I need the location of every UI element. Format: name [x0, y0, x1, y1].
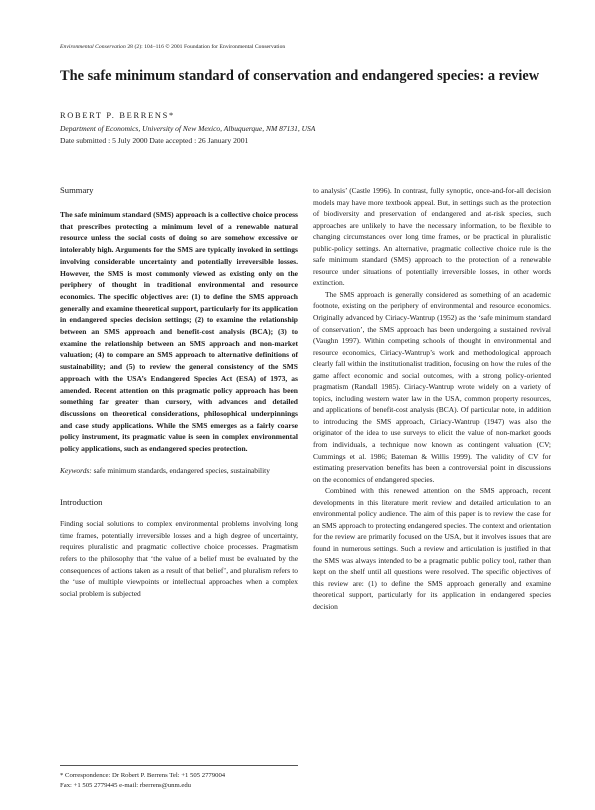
left-column	[60, 185, 298, 599]
correspondence-footnote	[60, 765, 298, 791]
summary-paragraph: The safe minimum standard (SMS) approach is a collective choice process that prescribes protecting a minimum level of a renewable natural resource unless the social costs of doing so are somehow excessive or intolerably high. Arguments for the SMS are typically invoked in settings involving considerable uncertainty and potentially irreversible losses. However, the SMS is most commonly viewed as existing only on the periphery of thought in traditional environmental and resource economics. The specific objectives are: (1) to define the SMS approach generally and examine theoretical support, particularly for its application in endangered species decision settings; (2) to examine the relationship between an SMS approach and benefit-cost analysis (BCA); (3) to examine the relationship between an SMS approach and non-market valuation; (4) to compare an SMS approach to alternative definitions of sustainability; and (5) to review the general consistency of the SMS approach with the USA’s Endangered Species Act (ESA) of 1973, as amended. Recent attention on this pragmatic policy approach has been something far greater than cursory, with advances and detailed discussions on theoretical considerations, philosophical underpinnings and case study applications. While the SMS emerges as a fairly coarse policy instrument, its pragmatic value is seen in complex environmental policy applications, such as endangered species protection.	[60, 210, 298, 454]
journal-name: Environmental Conservation	[60, 44, 126, 50]
submission-dates: Date submitted : 5 July 2000 Date accepted : 26 January 2001	[60, 136, 249, 145]
body-paragraph-1: to analysis’ (Castle 1996). In contrast, fully synoptic, once-and-for-all decision models may have more textbook appeal. But, in settings such as the protection of biodiversity and preservation of endangered and at-risk species, such approaches are unlikely to have the necessary information, to be flexible to changing circumstances over long time frames, or be practical in pluralistic public-policy settings. An alternative, pragmatic collective choice rule is the safe minimum standard (SMS) approach to the protection of a renewable resource under situations of potentially irreversible losses, in other words extinction.	[313, 186, 551, 288]
author-name: ROBERT P. BERRENS*	[60, 111, 175, 120]
body-paragraph-2: The SMS approach is generally considered as something of an academic footnote, existing on the periphery of environmental and resource economics. Originally advanced by Ciriacy-Wantrup (1952) as the ‘safe minimum standard of conservation’, the SMS approach has been undergoing a sustained revival (Vaughn 1997). Within competing schools of thought in environmental and resource economics, Ciriacy-Wantrup’s work and methodological approach clearly fall within the institutionalist tradition, focusing on how the rules of the game affect economic and social outcomes, with a strong policy-oriented pragmatism (Randall 1985). Ciriacy-Wantrup wrote widely on a variety of topics, including western water law in the USA, common property resources, and applications of benefit-cost analysis (BCA). Of particular note, in addition to introducing the SMS approach, Ciriacy-Wantrup (1947) was also the originator of the idea to use surveys to elicit the value of non-market goods from individuals, a technique now known as contingent valuation (CV; Cummings et al. 1986; Bateman & Willis 1999). The validity of CV for estimating preservation benefits has been a controversial point in discussions on the economics of endangered species.	[313, 289, 551, 484]
introduction-heading: Introduction	[60, 497, 103, 508]
journal-citation	[60, 44, 285, 50]
right-column	[313, 185, 551, 612]
keywords-text: safe minimum standards, endangered species, sustainability	[91, 465, 270, 475]
keywords	[60, 465, 298, 477]
journal-issue: 28 (2): 104–116 © 2001 Foundation for Environmental Conservation	[125, 44, 286, 50]
summary-heading: Summary	[60, 185, 94, 195]
body-paragraph-3: Combined with this renewed attention on the SMS approach, recent developments in this literature merit review and detailed articulation to an environmental policy audience. The aim of this paper is to review the case for an SMS approach to protecting endangered species. The context and orientation for the review are primarily focused on the USA, but it involves issues that are found in numerous settings. Such a review and articulation is justified in that the SMS was always intended to be a pragmatic public policy tool, rather than kept on the shelf until all questions were resolved. The specific objectives of this review are: (1) to define the SMS approach generally and examine theoretical support, particularly for its application in endangered species decision	[313, 486, 551, 611]
introduction-paragraph: Finding social solutions to complex environmental problems involving long time frames, potentially irreversible losses and a high degree of uncertainty, requires pluralistic and pragmatic collective choice processes. Pragmatism refers to the philosophy that ‘the value of a belief must be evaluated by the consequences of actions taken as a result of that belief’, and pluralism refers to the ‘use of multiple viewpoints or intellectual approaches when a complex social problem is subjected	[60, 519, 298, 598]
footnote-line-1: * Correspondence: Dr Robert P. Berrens Tel: +1 505 2779004	[60, 772, 226, 779]
author-affiliation: Department of Economics, University of New Mexico, Albuquerque, NM 87131, USA	[60, 124, 316, 133]
article-title: The safe minimum standard of conservation and endangered species: a review	[60, 68, 540, 84]
keywords-label: Keywords:	[60, 465, 92, 475]
footnote-line-2: Fax: +1 505 2779445 e-mail: rberrens@unm.edu	[60, 782, 192, 789]
